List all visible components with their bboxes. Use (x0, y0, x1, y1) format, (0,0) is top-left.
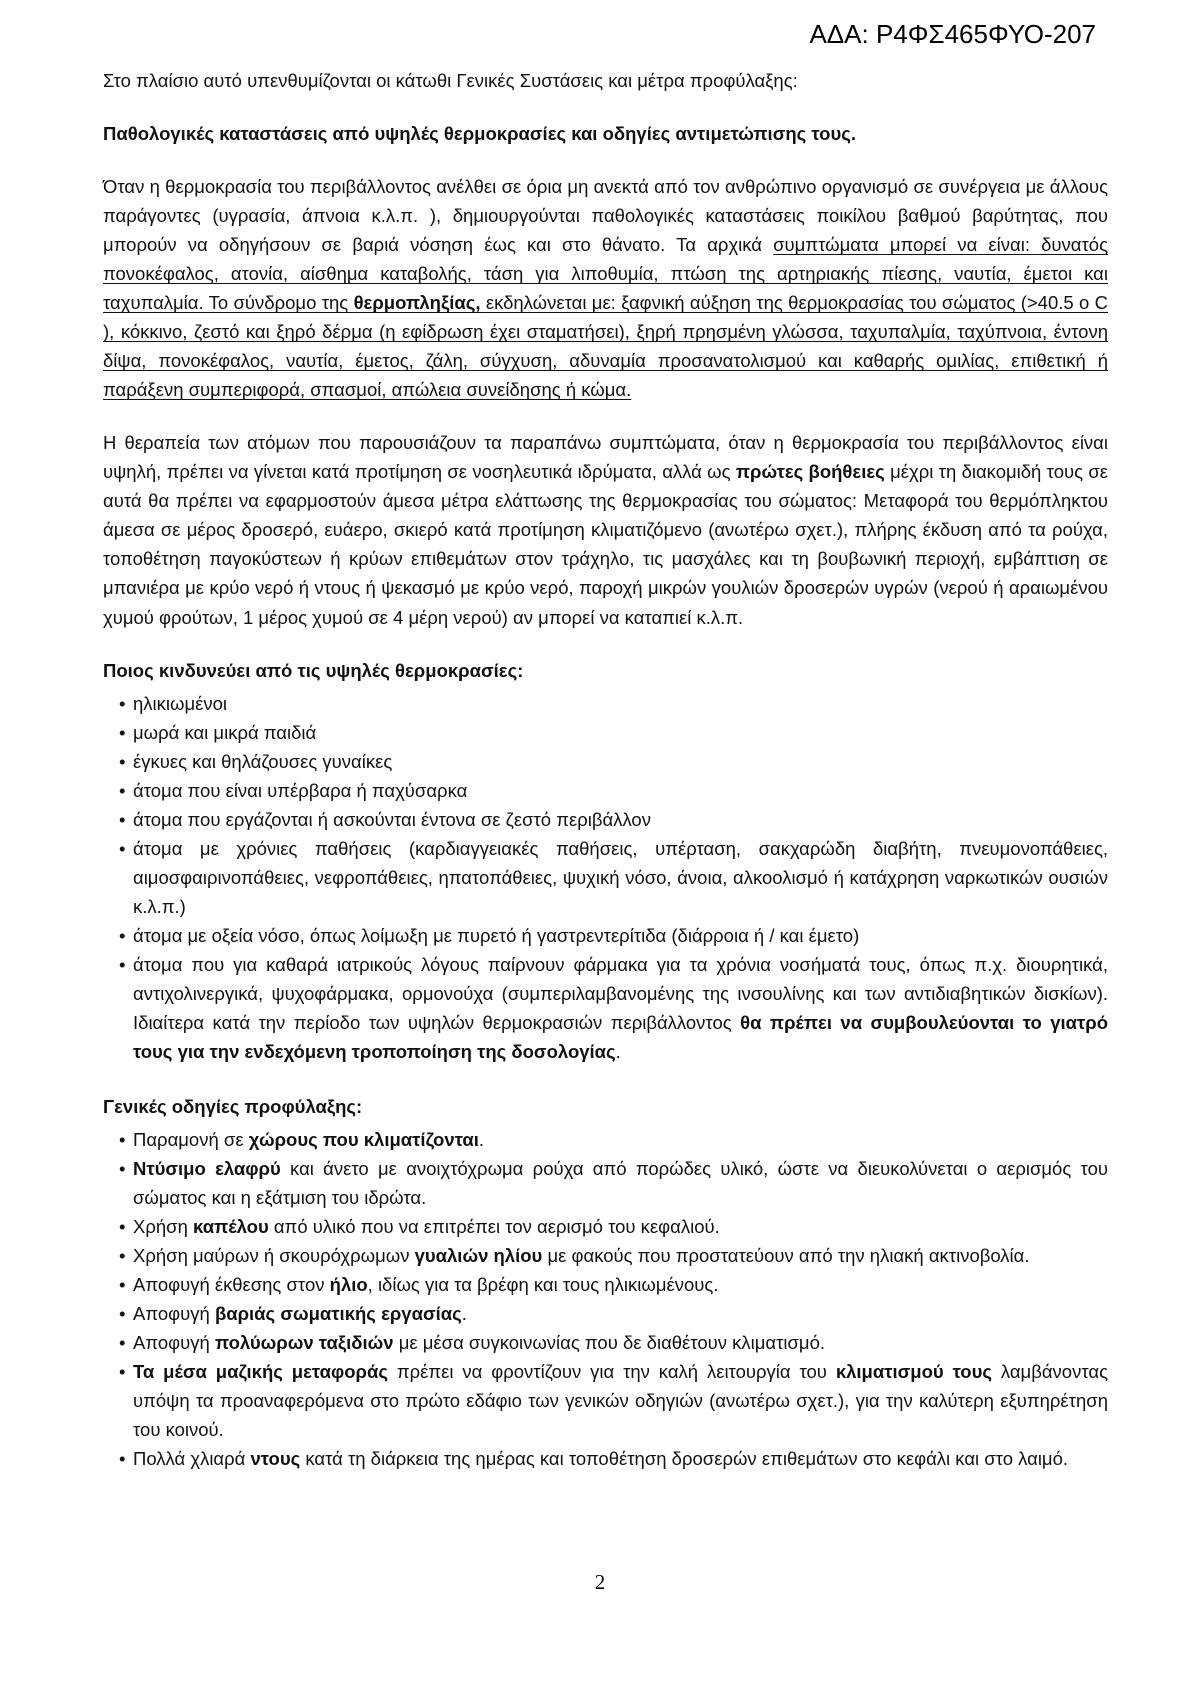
page-number: 2 (594, 1570, 606, 1594)
pathology-heading: Παθολογικές καταστάσεις από υψηλές θερμοκρασίες και οδηγίες αντιμετώπισης τους. (103, 123, 856, 145)
text-run: μέχρι τη διακομιδή τους σε αυτά θα πρέπει να εφαρμοστούν άμεσα μέτρα ελάττωσης της θερμοκρασίας του σώματος: Μεταφορά του θερμόπληκτου άμεσα σε μέρος δροσερό, ευάερο, σκιερό κατά προτίμηση κλιματιζόμενο (ανωτέρω σχετ.), πλήρης έκδυση από τα ρούχα, τοποθέτηση παγοκύστεων ή κρύων επιθεμάτων στον τράχηλο, τις μασχάλες και τη βουβωνική περιοχή, εμβάπτιση σε μπανιέρα με κρύο νερό ή ντους ή ψεκασμό με κρύο νερό, παροχή μικρών γουλιών δροσερών υγρών (νερού ή αραιωμένου χυμού φρούτων, 1 μέρος χυμού σε 4 μέρη νερού) αν μπορεί να καταπιεί κ.λ.π. (103, 461, 1109, 628)
list-item (103, 805, 1108, 834)
text-run: . (478, 1129, 485, 1150)
ada-code: ΑΔΑ: Ρ4ΦΣ465ΦΥΟ-207 (809, 19, 1096, 49)
text-run: ντους (250, 1448, 301, 1470)
text-run: πρέπει να φροντίζουν για την καλή λειτουργία του (387, 1361, 836, 1383)
text-run: συμπτώματα μπορεί να είναι: δυνατός πονοκέφαλος, ατονία, αίσθημα καταβολής, τάση για λιποθυμία, πτώση της αρτηριακής πίεσης, ναυτία, έμετοι και ταχυπαλμία. Το σύνδρομο της (103, 234, 1108, 314)
text-run: από υλικό που να επιτρέπει τον αερισμό του κεφαλιού. (268, 1216, 720, 1238)
text-run: βαριάς σωματικής εργασίας (214, 1303, 462, 1325)
text-run: , ιδίως για τα βρέφη και τους ηλικιωμένους. (367, 1274, 719, 1296)
list-item (103, 1444, 1108, 1473)
risk-list (103, 689, 1108, 1066)
text-run: έγκυες και θηλάζουσες γυναίκες (133, 750, 393, 772)
list-item (103, 921, 1108, 950)
text-run: άτομα με οξεία νόσο, όπως λοίμωξη με πυρετό ή γαστρεντερίτιδα (διάρροια ή / και έμετο) (133, 924, 860, 946)
text-run: άτομα με χρόνιες παθήσεις (καρδιαγγειακές παθήσεις, υπέρταση, σακχαρώδη διαβήτη, πνευμονοπάθειες, αιμοσφαιρινοπάθειες, νεφροπάθειες, ηπατοπάθειες, ψυχική νόσο, άνοια, αλκοολισμό ή κατάχρηση ναρκωτικών ουσιών κ.λ.π.) (133, 837, 1108, 917)
text-run: . (615, 1040, 621, 1062)
text-run: άτομα που εργάζονται ή ασκούνται έντονα σε ζεστό περιβάλλον (133, 808, 651, 830)
text-run: Η θεραπεία των ατόμων που παρουσιάζουν τα παραπάνω συμπτώματα, όταν η θερμοκρασία του περιβάλλοντος είναι υψηλή, πρέπει να γίνεται κατά προτίμηση σε νοσηλευτικά ιδρύματα, αλλά ως (103, 432, 1108, 483)
text-run: με φακούς που προστατεύουν από την ηλιακή ακτινοβολία. (542, 1245, 1030, 1267)
text-run: και άνετο με ανοιχτόχρωμα ρούχα από πορώδες υλικό, ώστε να διευκολύνεται ο αερισμός του σώματος και η εξάτμιση του ιδρώτα. (133, 1158, 1108, 1209)
text-run: ηλικιωμένοι (133, 692, 228, 714)
text-run: θα πρέπει να συμβουλεύονται το γιατρό τους για την ενδεχόμενη τροποποίηση της δοσολογίας (133, 1011, 1108, 1062)
text-run: γυαλιών ηλίου (414, 1245, 543, 1267)
list-item (103, 747, 1108, 776)
list-item (103, 1299, 1108, 1328)
text-run: κλιματισμού τους (835, 1361, 992, 1383)
intro-paragraph: Στο πλαίσιο αυτό υπενθυμίζονται οι κάτωθι Γενικές Συστάσεις και μέτρα προφύλαξης: (103, 70, 798, 91)
list-item (103, 1154, 1108, 1212)
text-run: πολύωρων ταξιδιών (214, 1332, 394, 1354)
text-run: καπέλου (193, 1216, 269, 1238)
list-item (103, 834, 1108, 921)
text-run: μωρά και μικρά παιδιά (133, 721, 317, 743)
text-run: Αποφυγή (133, 1303, 215, 1325)
text-run: Ντύσιμο ελαφρύ (133, 1158, 281, 1180)
text-run: ήλιο (329, 1274, 368, 1296)
list-item (103, 1241, 1108, 1270)
list-item (103, 776, 1108, 805)
text-run: Παραμονή σε (133, 1129, 249, 1150)
text-run: Τα μέσα μαζικής μεταφοράς (133, 1361, 388, 1383)
text-run: με μέσα συγκοινωνίας που δε διαθέτουν κλιματισμό. (393, 1332, 826, 1354)
text-run: εκδηλώνεται με: ξαφνική αύξηση της θερμοκρασίας του σώματος (>40.5 ο C ), κόκκινο, ζεστό και ξηρό δέρμα (η εφίδρωση έχει σταματήσει), ξηρή πρησμένη γλώσσα, ταχυπαλμία, ταχύπνοια, έντονη δίψα, πονοκέφαλος, ναυτία, έμετος, ζάλη, σύγχυση, αδυναμία προσανατολισμού και καθαρής ομιλίας, επιθετική ή παράξενη συμπεριφορά, σπασμοί, απώλεια συνείδησης ή κώμα. (103, 292, 1109, 401)
text-run: Αποφυγή έκθεσης στον (133, 1274, 330, 1296)
list-item (103, 1328, 1108, 1357)
list-item (103, 950, 1108, 1066)
text-run: Πολλά χλιαρά (133, 1448, 251, 1470)
guidelines-list (103, 1125, 1108, 1473)
text-run: Χρήση μαύρων ή σκουρόχρωμων (133, 1245, 415, 1267)
list-item (103, 689, 1108, 718)
list-item (103, 1212, 1108, 1241)
list-item (103, 718, 1108, 747)
text-run: πρώτες βοήθειες (735, 461, 885, 483)
list-item (103, 1125, 1108, 1154)
risk-heading: Ποιος κινδυνεύει από τις υψηλές θερμοκρασίες: (103, 659, 524, 681)
text-run: άτομα που για καθαρά ιατρικούς λόγους παίρνουν φάρμακα για τα χρόνια νοσήματά τους, όπως π.χ. διουρητικά, αντιχολινεργικά, ψυχοφάρμακα, ορμονούχα (συμπεριλαμβανομένης της ινσουλίνης και των αντιδιαβητικών δισκίων). Ιδιαίτερα κατά την περίοδο των υψηλών θερμοκρασιών περιβάλλοντος (133, 953, 1108, 1033)
text-run: Όταν η θερμοκρασία του περιβάλλοντος ανέλθει σε όρια μη ανεκτά από τον ανθρώπινο οργανισμό σε συνέργεια με άλλους παράγοντες (υγρασία, άπνοια κ.λ.π. ), δημιουργούνται παθολογικές καταστάσεις ποικίλου βαθμού βαρύτητας, που μπορούν να οδηγήσουν σε βαριά νόσηση έως και στο θάνατο. Τα αρχικά (103, 176, 1108, 256)
text-run: κατά τη διάρκεια της ημέρας και τοποθέτηση δροσερών επιθεμάτων στο κεφάλι και στο λαιμό. (300, 1448, 1069, 1470)
text-run: θερμοπληξίας, (353, 292, 481, 314)
pathology-paragraph-2 (103, 428, 1108, 631)
text-run: Χρήση (133, 1216, 193, 1238)
text-run: . (461, 1303, 467, 1325)
guidelines-heading: Γενικές οδηγίες προφύλαξης: (103, 1095, 363, 1117)
text-run: λαμβάνοντας υπόψη τα προαναφερόμενα στο πρώτο εδάφιο των γενικών οδηγιών (ανωτέρω σχετ.), για την καλύτερη εξυπηρέτηση του κοινού. (133, 1361, 1108, 1441)
pathology-paragraph-1 (103, 172, 1108, 404)
text-run: χώρους που κλιματίζονται (248, 1129, 479, 1150)
list-item (103, 1270, 1108, 1299)
list-item (103, 1357, 1108, 1444)
text-run: άτομα που είναι υπέρβαρα ή παχύσαρκα (133, 779, 468, 801)
text-run: Αποφυγή (133, 1332, 215, 1354)
